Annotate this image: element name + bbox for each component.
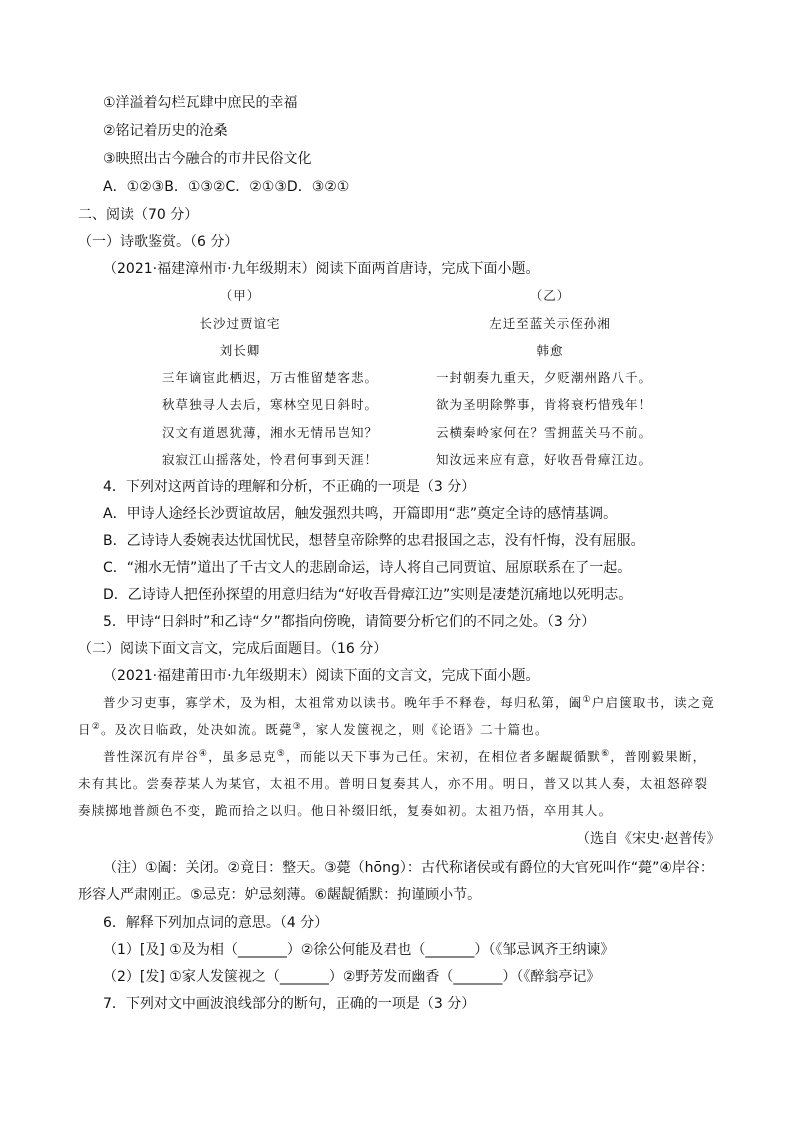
- poem-a-label: （甲）: [219, 288, 261, 303]
- classical-p2-line3: 奏牍掷地普颜色不变，跪而拾之以归。他日补缀旧纸，复奏如初。太祖乃悟，卒用其人。: [78, 803, 613, 818]
- notes-line1: （注）①阖：关闭。②竟日：整天。③薨（hōng）：古代称诸侯或有爵位的大官死叫作“薨”④岸谷：: [103, 860, 714, 876]
- option-3: ③映照出古今融合的市井民俗文化: [103, 151, 312, 167]
- poem-a-line: 三年谪宦此栖迟，万古惟留楚客悲。: [162, 370, 379, 385]
- poem-b-line: 云横秦岭家何在？雪拥蓝关马不前。: [436, 425, 653, 440]
- poem-b-title: 左迁至蓝关示侄孙湘: [489, 316, 611, 331]
- classical-p1-line1: 普少习吏事，寡学术，及为相，太祖常劝以读书。晚年手不释卷，每归私第，阖①户启箧取书，读之竟: [103, 694, 716, 710]
- q4-option-c: C．“湘水无情”道出了千古文人的悲剧命运，诗人将自己同贾谊、屈原联系在了一起。: [103, 560, 632, 576]
- notes-line2: 形容人严肃刚正。⑤忌克：妒忌刻薄。⑥龌龊循默：拘谨顾小节。: [78, 887, 482, 903]
- poem-a-line: 寂寂江山摇落处，怜君何事到天涯！: [162, 452, 379, 467]
- answer-choices: A．①②③B．①③②C．②①③D．③②①: [103, 179, 350, 195]
- q6-stem: 6．解释下列加点词的意思。（4 分）: [103, 915, 329, 931]
- poem-b-label: （乙）: [529, 288, 571, 303]
- part1-source: （2021·福建漳州市·九年级期末）阅读下面两首唐诗，完成下面小题。: [103, 261, 540, 277]
- classical-p2-line1: 普性深沉有岸谷④，虽多忌克⑤，而能以天下事为己任。宋初，在相位者多龌龊循默⑥，普刚毅果断，: [103, 748, 707, 764]
- part1-title: （一）诗歌鉴赏。（6 分）: [78, 234, 239, 250]
- part2-source: （2021·福建莆田市·九年级期末）阅读下面的文言文，完成下面小题。: [103, 668, 540, 684]
- q4-option-b: B．乙诗诗人委婉表达忧国忧民，想替皇帝除弊的忠君报国之志，没有忏悔，没有屈服。: [103, 533, 645, 549]
- q6-item2: （2）[发] ①家人发箧视之（_______）②野芳发而幽香（_______）（《醉翁亭记》: [103, 969, 601, 985]
- poem-a-title: 长沙过贾谊宅: [199, 316, 281, 331]
- section-title: 二、阅读（70 分）: [78, 207, 199, 223]
- q4-option-d: D．乙诗诗人把侄孙探望的用意归结为“好收吾骨瘴江边”实则是凄楚沉痛地以死明志。: [103, 587, 633, 603]
- poem-b-line: 知汝远来应有意，好收吾骨瘴江边。: [436, 452, 653, 467]
- part2-title: （二）阅读下面文言文，完成后面题目。（16 分）: [78, 641, 388, 657]
- q5: 5．甲诗“日斜时”和乙诗“夕”都指向傍晚，请简要分析它们的不同之处。（3 分）: [103, 614, 596, 630]
- classical-p1-line2: 日②。及次日临政，处决如流。既薨③，家人发箧视之，则《论语》二十篇也。: [78, 721, 549, 737]
- classical-source: （选自《宋史·赵普传》: [576, 831, 721, 847]
- poem-b-author: 韩愈: [536, 343, 564, 358]
- poem-a-line: 秋草独寻人去后，寒林空见日斜时。: [162, 397, 379, 412]
- q4-option-a: A．甲诗人途经长沙贾谊故居，触发强烈共鸣，开篇即用“悲”奠定全诗的感情基调。: [103, 506, 618, 522]
- poem-a-author: 刘长卿: [219, 343, 261, 358]
- poem-b-line: 欲为圣明除弊事，肯将衰朽惜残年！: [436, 397, 653, 412]
- option-2: ②铭记着历史的沧桑: [103, 123, 228, 139]
- poem-b-line: 一封朝奏九重天，夕贬潮州路八千。: [436, 370, 653, 385]
- classical-p2-line2: 未有其比。尝奏荐某人为某官，太祖不用。普明日复奏其人，亦不用。明日，普又以其人奏，太祖怒碎裂: [78, 776, 709, 791]
- option-1: ①洋溢着勾栏瓦肆中庶民的幸福: [103, 95, 298, 111]
- q7: 7．下列对文中画波浪线部分的断句，正确的一项是（3 分）: [103, 996, 476, 1012]
- q4-stem: 4．下列对这两首诗的理解和分析，不正确的一项是（3 分）: [103, 479, 476, 495]
- q6-item1: （1）[及] ①及为相（_______）②徐公何能及君也（_______）（《邹忌讽齐王纳谏》: [103, 942, 615, 958]
- poem-a-line: 汉文有道恩犹薄，湘水无情吊岂知？: [162, 425, 379, 440]
